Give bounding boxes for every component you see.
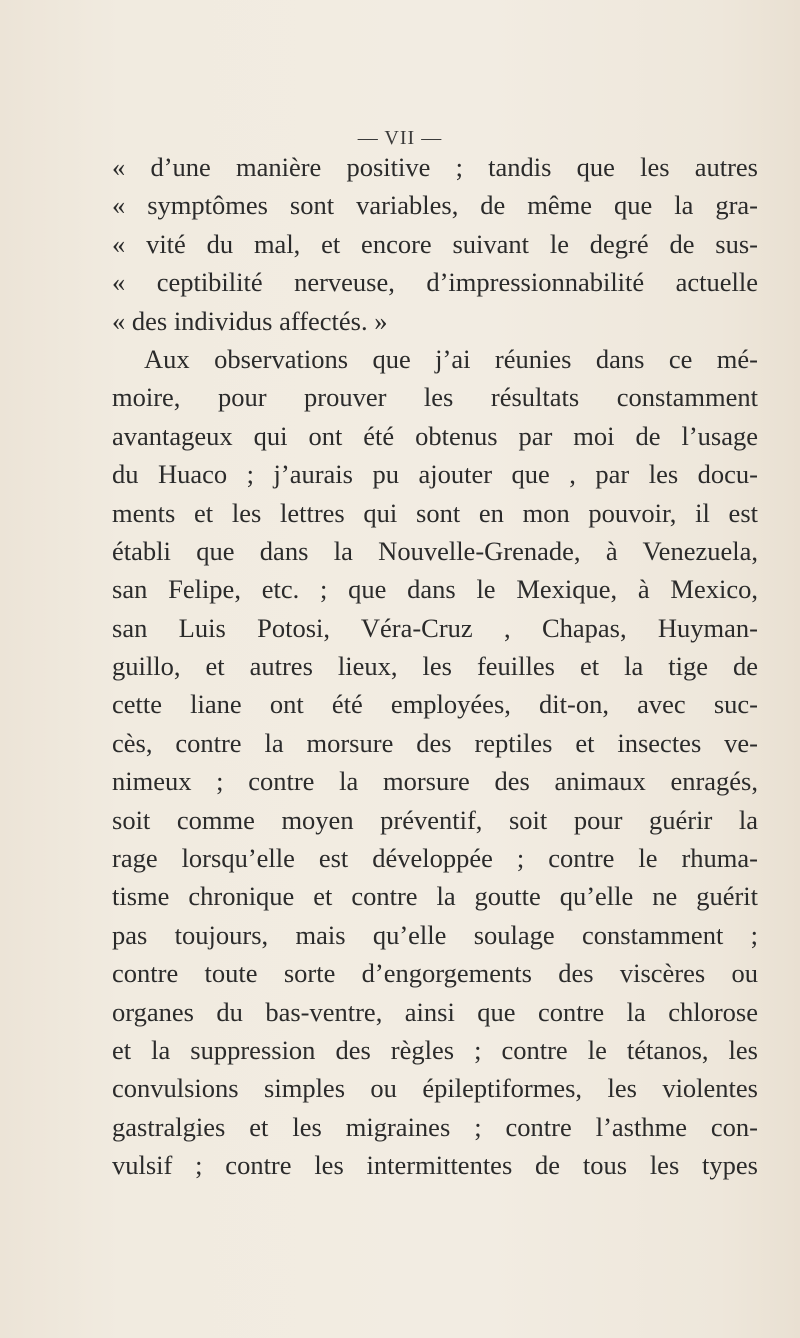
text-line: « ceptibilité nerveuse, d’impressionnabilité actuelle: [112, 267, 758, 298]
text-line: et la suppression des règles ; contre le tétanos, les: [112, 1034, 758, 1065]
text-line: cette liane ont été employées, dit-on, avec suc-: [112, 689, 758, 720]
text-line: convulsions simples ou épileptiformes, les violentes: [112, 1073, 758, 1104]
text-line: moire, pour prouver les résultats constamment: [112, 382, 758, 413]
text-line: établi que dans la Nouvelle-Grenade, à Venezuela,: [112, 535, 758, 566]
text-line: avantageux qui ont été obtenus par moi de l’usage: [112, 420, 758, 451]
text-line: san Luis Potosi, Véra-Cruz , Chapas, Huyman-: [112, 612, 758, 643]
text-line: « vité du mal, et encore suivant le degré de sus-: [112, 228, 758, 259]
text-line: « symptômes sont variables, de même que la gra-: [112, 190, 758, 221]
text-line: rage lorsqu’elle est développée ; contre le rhuma-: [112, 843, 758, 874]
text-line: pas toujours, mais qu’elle soulage constamment ;: [112, 919, 758, 950]
text-line: nimeux ; contre la morsure des animaux enragés,: [112, 766, 758, 797]
text-line: « des individus affectés. »: [112, 305, 388, 336]
text-line: vulsif ; contre les intermittentes de tous les types: [112, 1150, 758, 1181]
paragraph-first-line: Aux observations que j’ai réunies dans ce mé-: [144, 343, 758, 374]
text-line: organes du bas-ventre, ainsi que contre la chlorose: [112, 996, 758, 1027]
text-line: tisme chronique et contre la goutte qu’elle ne guérit: [112, 881, 758, 912]
text-line: ments et les lettres qui sont en mon pouvoir, il est: [112, 497, 758, 528]
text-line: guillo, et autres lieux, les feuilles et la tige de: [112, 651, 758, 682]
text-line: gastralgies et les migraines ; contre l’asthme con-: [112, 1111, 758, 1142]
text-line: contre toute sorte d’engorgements des viscères ou: [112, 958, 758, 989]
text-line: cès, contre la morsure des reptiles et insectes ve-: [112, 727, 758, 758]
text-line: san Felipe, etc. ; que dans le Mexique, à Mexico,: [112, 574, 758, 605]
text-line: soit comme moyen préventif, soit pour guérir la: [112, 804, 758, 835]
body-text: [112, 148, 758, 1185]
page-number-header: — VII —: [357, 127, 443, 149]
text-line: « d’une manière positive ; tandis que les autres: [112, 152, 758, 182]
text-line: du Huaco ; j’aurais pu ajouter que , par les docu-: [112, 459, 758, 490]
